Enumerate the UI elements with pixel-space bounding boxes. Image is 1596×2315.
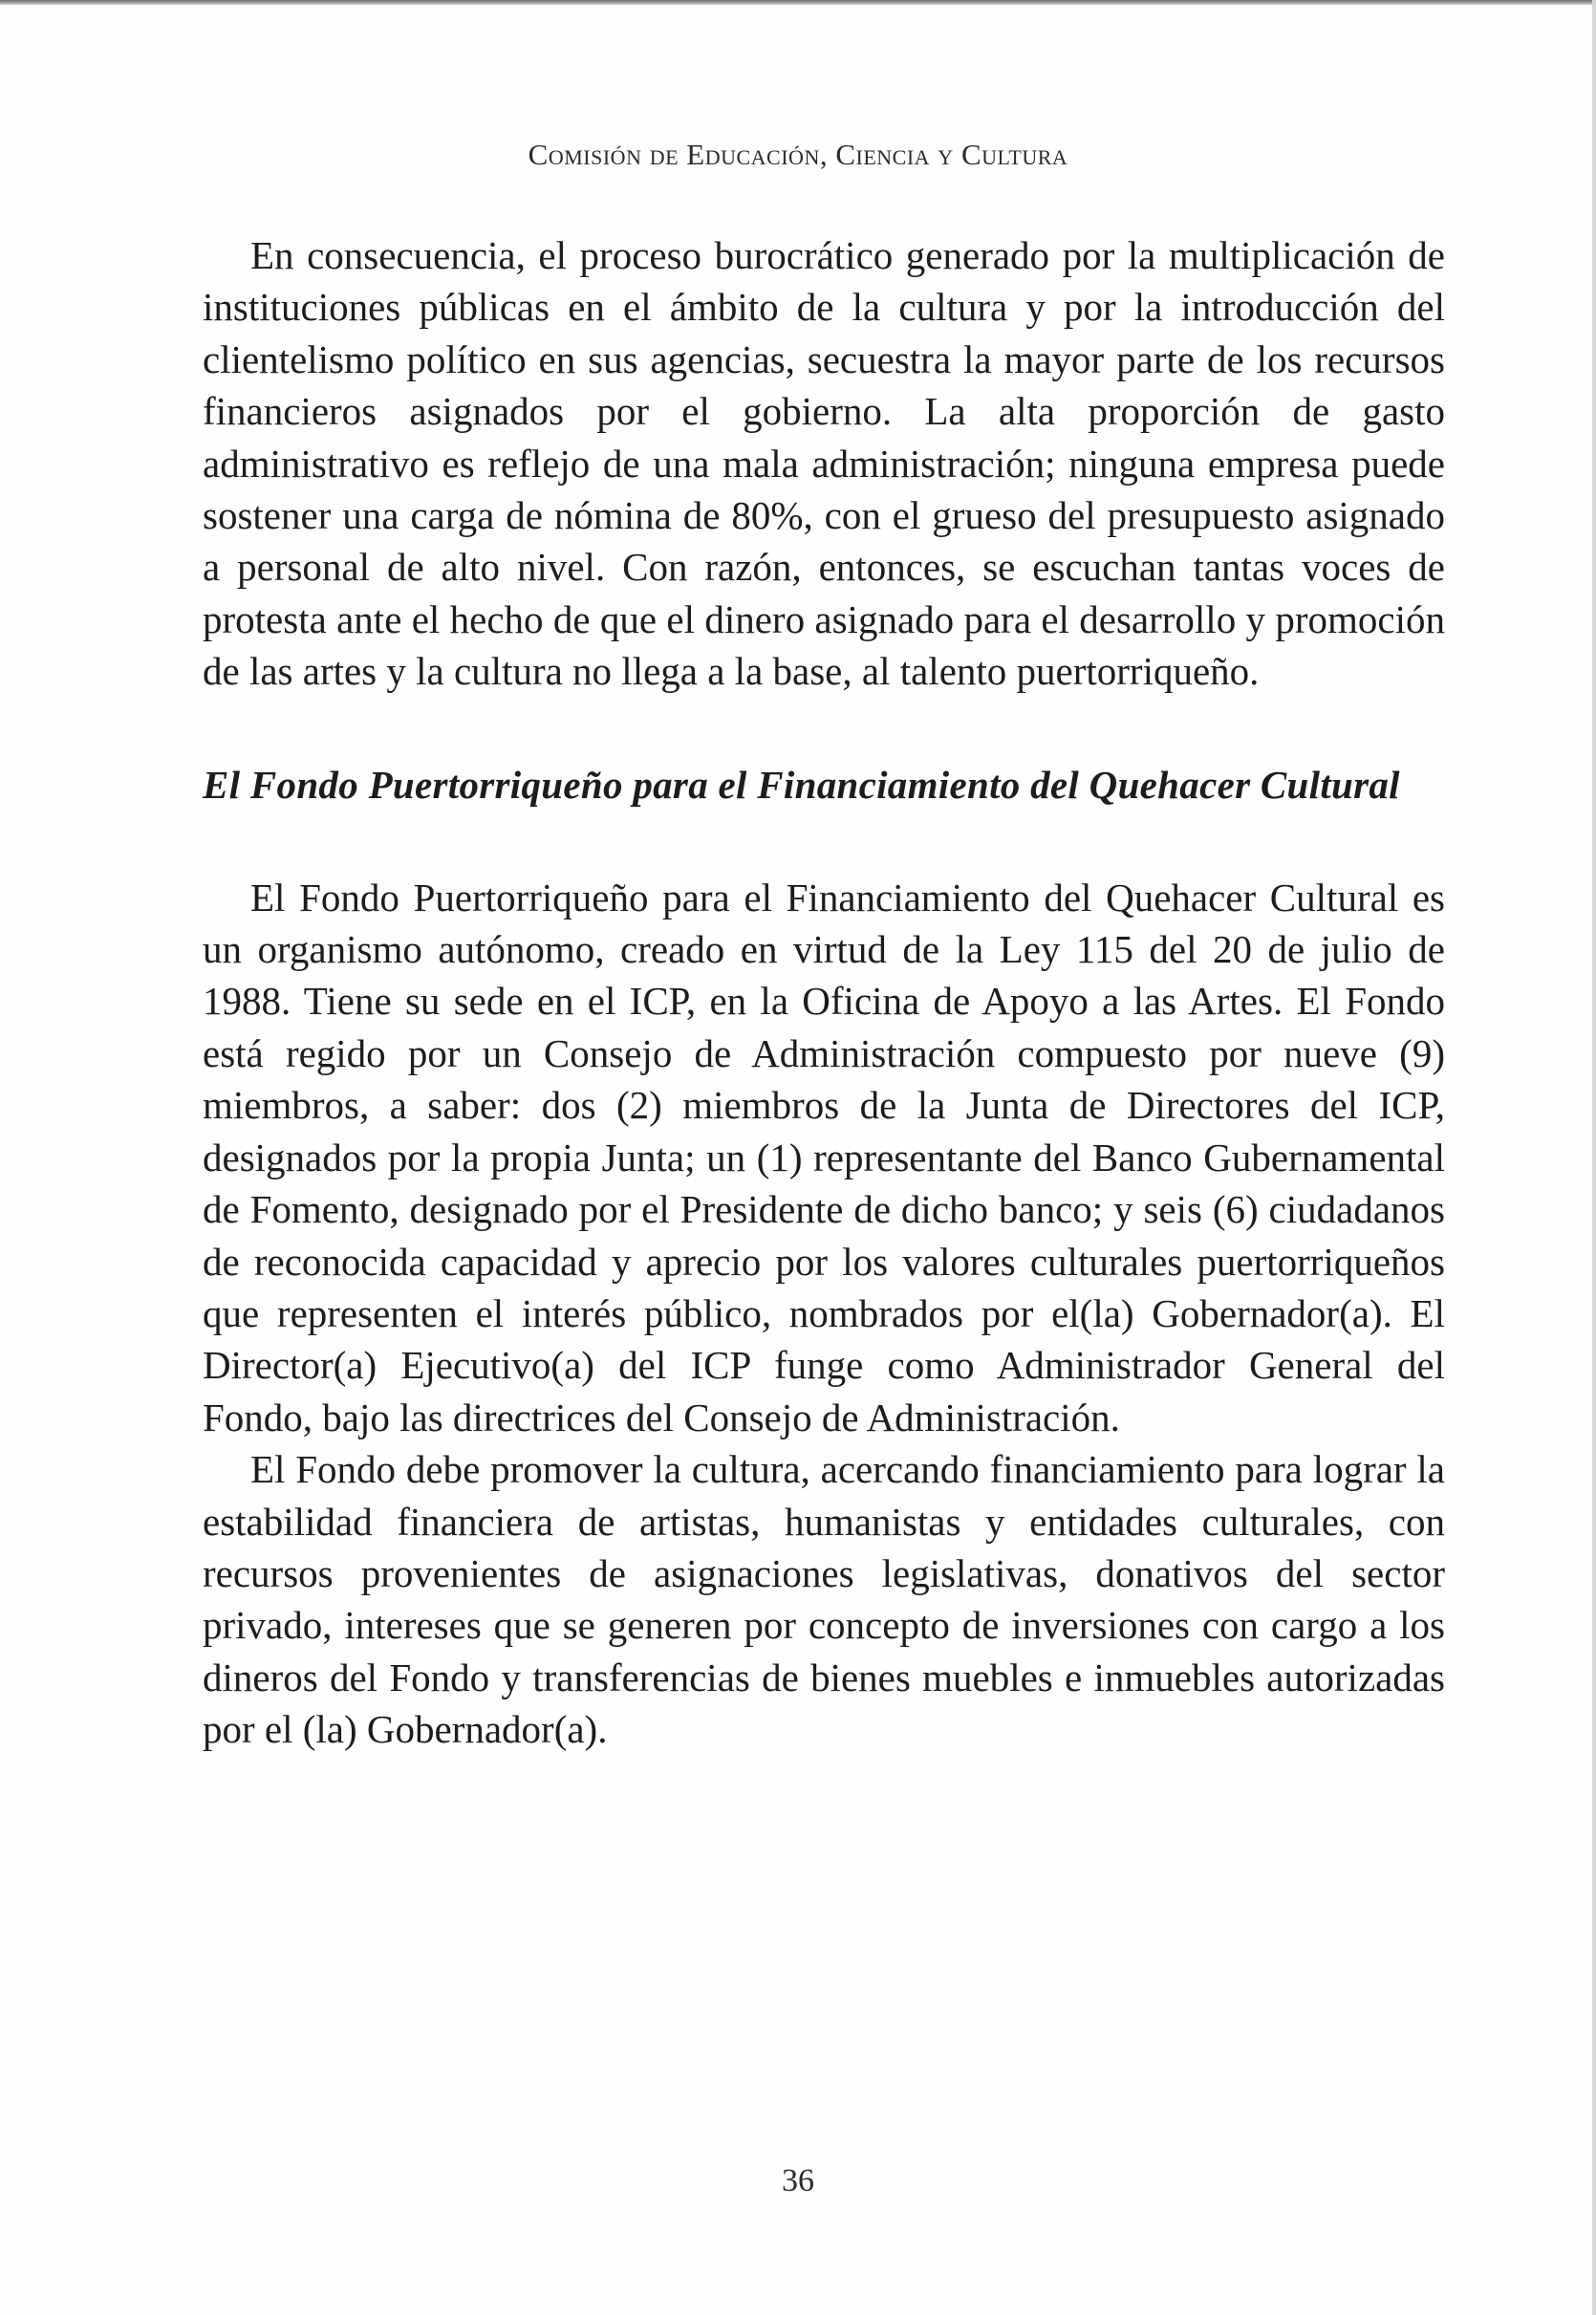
page-right-edge bbox=[1592, 0, 1596, 2315]
paragraph-fondo-description: El Fondo Puertorriqueño para el Financiamiento del Quehacer Cultural es un organismo autónomo, creado en virtud de la Ley 115 del 20 de julio de 1988. Tiene su sede en el ICP, en la Oficina de Apoyo a las Artes. El Fondo está regido por un Consejo de Administración compuesto por nueve (9) miembros, a saber: dos (2) miembros de la Junta de Directores del ICP, designados por la propia Junta; un (1) representante del Banco Gubernamental de Fomento, designado por el Presidente de dicho banco; y seis (6) ciudadanos de reconocida capacidad y aprecio por los valores culturales puertorriqueños que representen el interés público, nombrados por el(la) Gobernador(a). El Director(a) Ejecutivo(a) del ICP funge como Administrador General del Fondo, bajo las directrices del Consejo de Administración. bbox=[203, 875, 1445, 1439]
page-body bbox=[203, 229, 1445, 1756]
page-number: 36 bbox=[782, 2163, 814, 2198]
page-top-edge bbox=[0, 0, 1596, 5]
section-heading: El Fondo Puertorriqueño para el Financiamiento del Quehacer Cultural bbox=[203, 762, 1400, 807]
paragraph-fondo-mission: El Fondo debe promover la cultura, acercando financiamiento para lograr la estabilidad financiera de artistas, humanistas y entidades culturales, con recursos provenientes de asignaciones legislativas, donativos del sector privado, intereses que se generen por concepto de inversiones con cargo a los dineros del Fondo y transferencias de bienes muebles e inmuebles autorizadas por el (la) Gobernador(a). bbox=[203, 1447, 1445, 1752]
paragraph-bureaucracy: En consecuencia, el proceso burocrático generado por la multiplicación de instituciones públicas en el ámbito de la cultura y por la introducción del clientelismo político en sus agencias, secuestra la mayor parte de los recursos financieros asignados por el gobierno. La alta proporción de gasto administrativo es reflejo de una mala administración; ninguna empresa puede sostener una carga de nómina de 80%, con el grueso del presupuesto asignado a personal de alto nivel. Con razón, entonces, se escuchan tantas voces de protesta ante el hecho de que el dinero asignado para el desarrollo y promoción de las artes y la cultura no llega a la base, al talento puertorriqueño. bbox=[203, 233, 1445, 694]
running-header: Comisión de Educación, Ciencia y Cultura bbox=[528, 138, 1068, 171]
